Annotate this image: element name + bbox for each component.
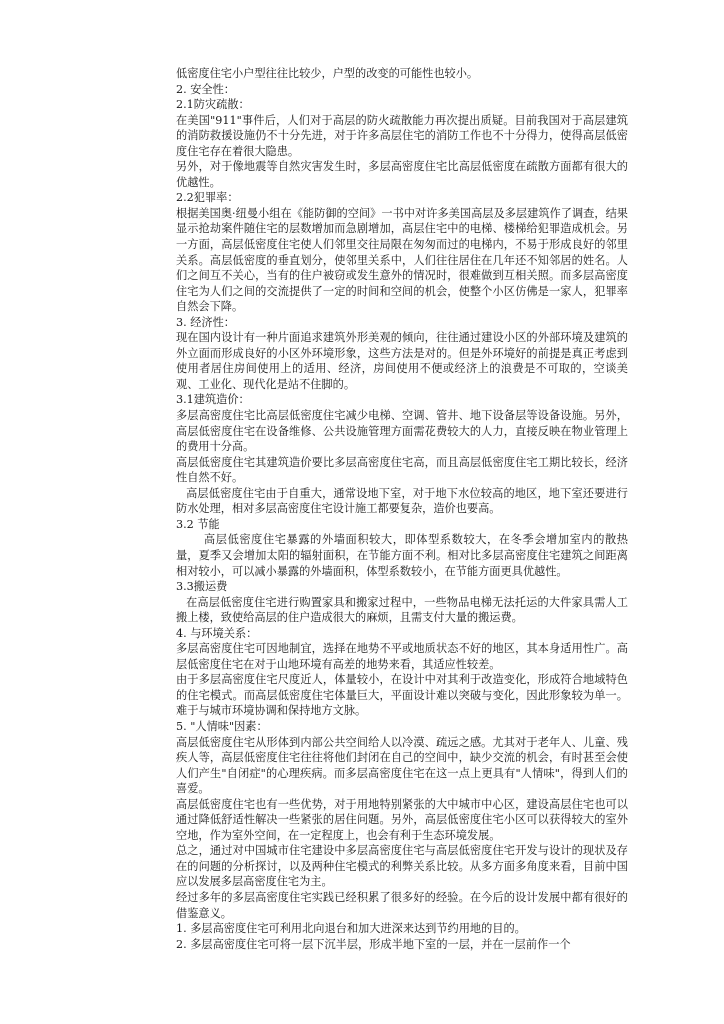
heading-environment: 4. 与环境关系： xyxy=(176,626,258,640)
paragraph-equipment: 多层高密度住宅比高层低密度住宅减少电梯、空调、管井、地下设备层等设备设施。另外，高层低密度住宅在设备维修、公共设施管理方面需花费较大的人力，直接反映在物业管理上的费用十分高。 xyxy=(176,409,628,454)
paragraph-crime: 根据美国奥·纽曼小组在《能防御的空间》一书中对许多美国高层及多层建筑作了调查，结果显示抢劫案件随住宅的层数增加而急剧增加，高层住宅中的电梯、楼梯给犯罪造成机会。另一方面，高层低密度住宅使人们邻里交往局限在匆匆而过的电梯内，不易于形成良好的邻里关系。高层低密度的垂直划分，使邻里关系中，人们往往居住在几年还不知邻居的姓名。人们之间互不关心，当有的住户被窃或发生意外的情况时，很难做到互相关照。而多层高密度住宅为人们之间的交流提供了一定的时间和空间的机会，使整个小区仿佛是一家人，犯罪率自然会下降。 xyxy=(176,206,628,314)
paragraph-911: 在美国"911"事件后，人们对于高层的防火疏散能力再次提出质疑。目前我国对于高层建筑的消防救援设施仍不十分先进，对于许多高层住宅的消防工作也不十分得力，使得高层低密度住宅存在着很大隐患。 xyxy=(176,113,628,158)
heading-construction-cost: 3.1建筑造价： xyxy=(176,393,250,407)
paragraph-cost-compare: 高层低密度住宅其建筑造价要比多层高密度住宅高，而且高层低密度住宅工期比较长，经济性自然不好。 xyxy=(176,455,628,485)
heading-energy: 3.2 节能 xyxy=(176,517,220,531)
heading-evacuation: 2.1防灾疏散： xyxy=(176,98,250,112)
list-item-1: 1. 多层高密度住宅可利用北向退台和加大进深来达到节约用地的目的。 xyxy=(176,922,526,936)
paragraph-scale: 由于多层高密度住宅尺度近人，体量较小，在设计中对其利于改造变化，形成符合地域特色的住宅模式。而高层低密度住宅体量巨大，平面设计难以突破与变化，因此形象较为单一。难于与城市环境协调和保持地方文脉。 xyxy=(176,673,628,718)
paragraph-terrain: 多层高密度住宅可因地制宜，选择在地势不平或地质状态不好的地区，其本身适用性广。高层低密度住宅在对于山地环境有高差的地势来看，其适应性较差。 xyxy=(176,642,628,671)
paragraph-economy: 现在国内设计有一种片面追求建筑外形美观的倾向，往往通过建设小区的外部环境及建筑的外立面而形成良好的小区外环境形象，这些方法是对的。但是外环境好的前提是真正考虑到使用者居住房间使用上的适用、经济，房间使用不便或经济上的浪费是不可取的，空谈美观、工业化、现代化是站不住脚的。 xyxy=(176,331,628,391)
heading-crime-rate: 2.2犯罪率： xyxy=(176,191,239,205)
paragraph-human-touch: 高层低密度住宅从形体到内部公共空间给人以冷漠、疏远之感。尤其对于老年人、儿童、残疾人等，高层低密度住宅往往将他们封闭在自己的空间中，缺少交流的机会，有时甚至会使人们产生"自闭症"的心理疾病。而多层高密度住宅在这一点上更具有"人情味"，得到人们的喜爱。 xyxy=(176,735,628,796)
paragraph-experience: 经过多年的多层高密度住宅实践已经积累了很多好的经验。在今后的设计发展中都有很好的借鉴意义。 xyxy=(176,890,628,920)
heading-economy: 3. 经济性： xyxy=(176,315,235,329)
paragraph-moving: 在高层低密度住宅进行购置家具和搬家过程中，一些物品电梯无法托运的大件家具需人工搬上楼，致使给高层的住户造成很大的麻烦，且需支付大量的搬运费。 xyxy=(176,595,628,625)
paragraph-summary: 总之，通过对中国城市住宅建设中多层高密度住宅与高层低密度住宅开发与设计的现状及存在的问题的分析探讨，以及两种住宅模式的利弊关系比较。从多方面多角度来看，目前中国应以发展多层高密度住宅为主。 xyxy=(176,844,628,889)
list-item-2: 2. 多层高密度住宅可将一层下沉半层，形成半地下室的一层，并在一层前作一个 xyxy=(176,937,571,951)
heading-safety: 2. 安全性： xyxy=(176,82,235,96)
paragraph-advantages: 高层低密度住宅也有一些优势，对于用地特别紧张的大中城市中心区，建设高层住宅也可以通过降低舒适性解决一些紧张的居住问题。另外，高层低密度住宅小区可以获得较大的室外空地，作为室外空间，在一定程度上，也会有利于生态环境发展。 xyxy=(176,797,628,842)
heading-human-touch: 5. "人情味"因素： xyxy=(176,719,268,733)
document-body xyxy=(176,66,628,952)
heading-moving-cost: 3.3搬运费 xyxy=(176,580,228,594)
paragraph-lowdensity-unit: 低密度住宅小户型往往比较少，户型的改变的可能性也较小。 xyxy=(176,67,479,80)
paragraph-basement: 高层低密度住宅由于自重大，通常设地下室，对于地下水位较高的地区，地下室还要进行防水处理，相对多层高密度住宅设计施工都要复杂，造价也要高。 xyxy=(176,486,628,516)
paragraph-earthquake: 另外，对于像地震等自然灾害发生时，多层高密度住宅比高层低密度在疏散方面都有很大的优越性。 xyxy=(176,160,628,189)
paragraph-energy: 高层低密度住宅暴露的外墙面积较大，即体型系数较大，在冬季会增加室内的散热量，夏季又会增加太阳的辐射面积，在节能方面不利。相对比多层高密度住宅建筑之间距离相对较小，可以减小暴露的外墙面积，体型系数较小，在节能方面更具优越性。 xyxy=(176,533,628,578)
